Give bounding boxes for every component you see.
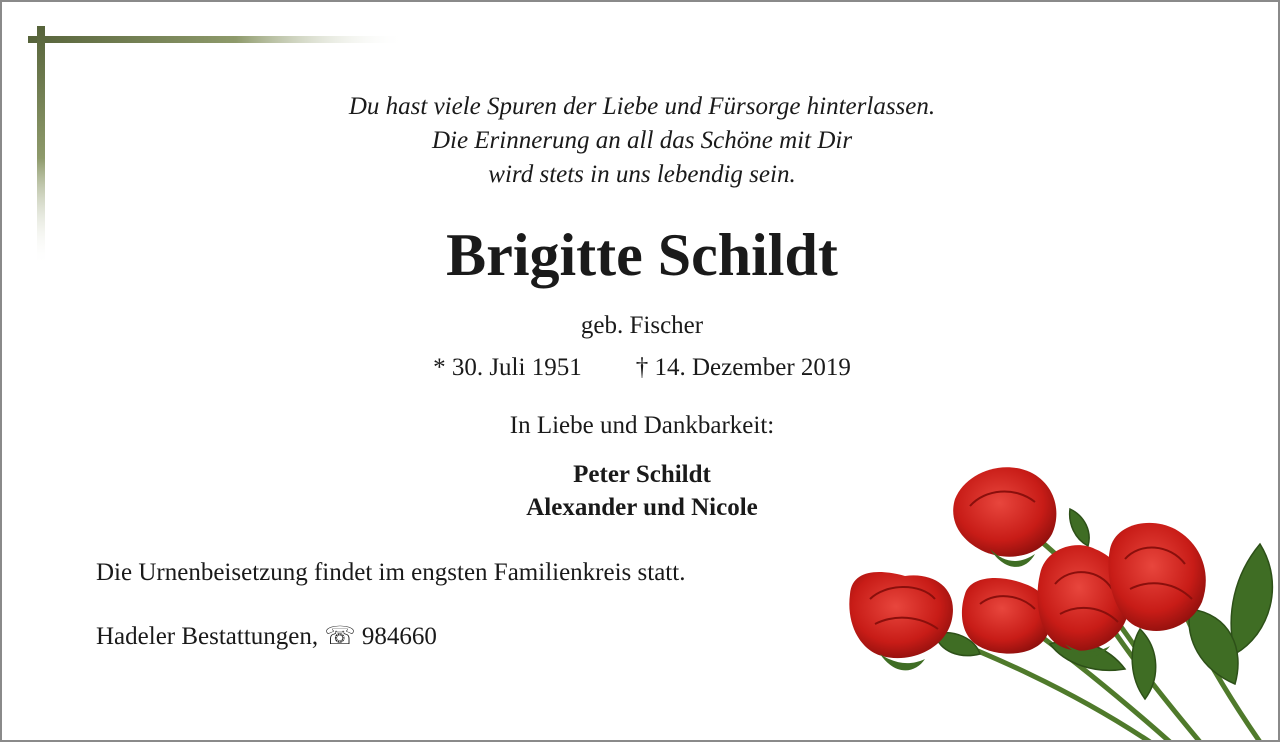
birth-date: * 30. Juli 1951 xyxy=(433,354,582,381)
life-dates xyxy=(2,352,1280,384)
phone-icon: ☏ xyxy=(324,623,356,650)
verse-line: Die Erinnerung an all das Schöne mit Dir xyxy=(431,127,853,154)
red-roses-icon xyxy=(840,454,1280,742)
death-date: † 14. Dezember 2019 xyxy=(635,354,851,381)
birth-name: geb. Fischer xyxy=(580,312,704,339)
phone-number: 984660 xyxy=(361,623,437,650)
deceased-name: Brigitte Schildt xyxy=(446,222,838,288)
undertaker-name: Hadeler Bestattungen, xyxy=(96,623,319,650)
thanks-line: In Liebe und Dankbarkeit: xyxy=(509,412,775,439)
verse-line: Du hast viele Spuren der Liebe und Fürsorge hinterlassen. xyxy=(348,93,936,120)
undertaker-line xyxy=(96,621,437,653)
burial-note: Die Urnenbeisetzung findet im engsten Familienkreis statt. xyxy=(96,559,686,586)
memorial-verse xyxy=(2,90,1280,192)
verse-line: wird stets in uns lebendig sein. xyxy=(488,161,796,188)
mourner-name: Alexander und Nicole xyxy=(526,494,758,521)
mourner-name: Peter Schildt xyxy=(573,461,711,488)
